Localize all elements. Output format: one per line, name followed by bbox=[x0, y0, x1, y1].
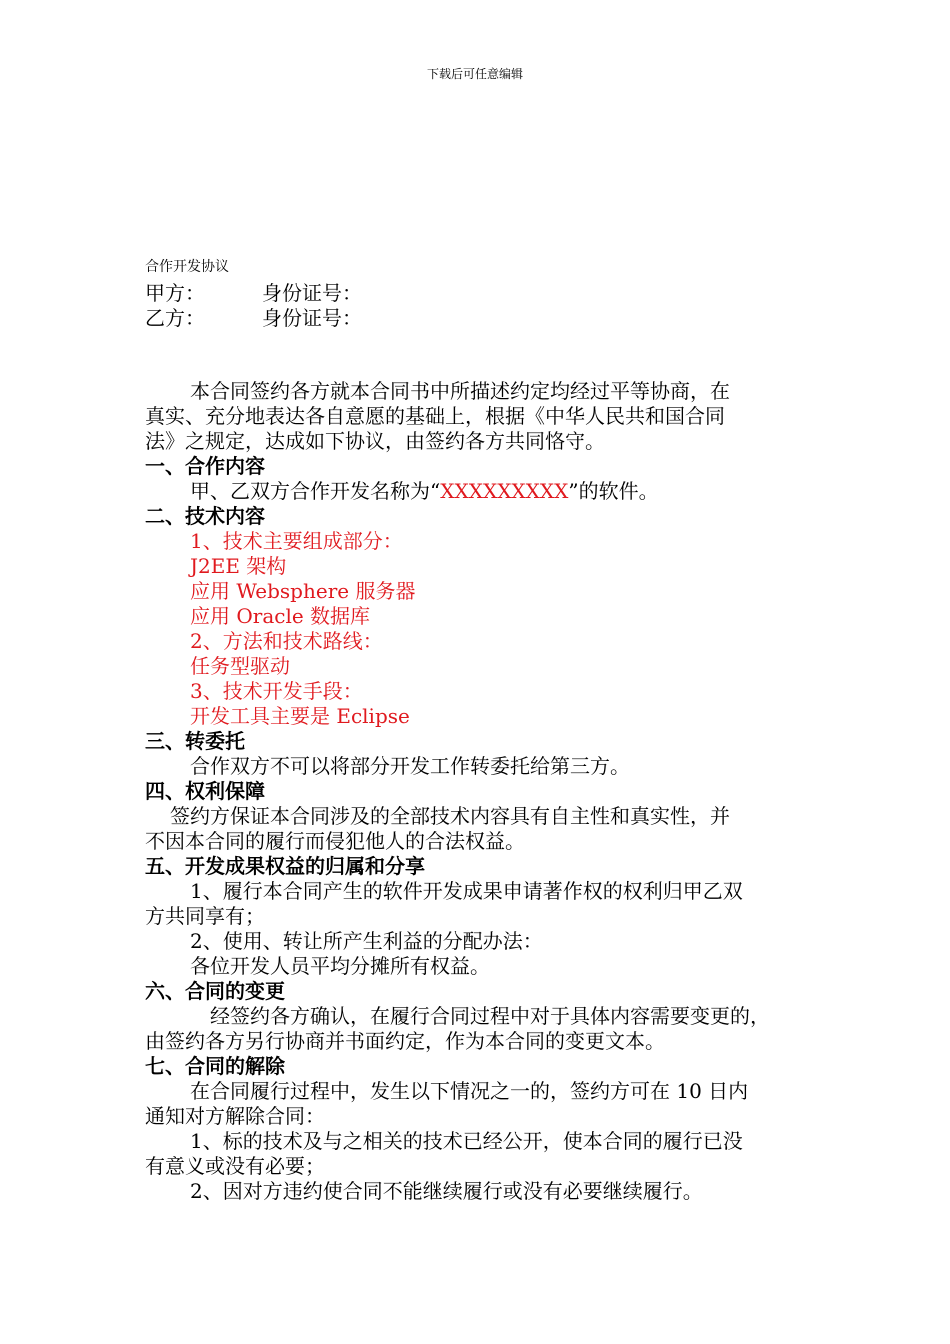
header-note: 下载后可任意编辑 bbox=[426, 67, 523, 81]
tech-item: 开发工具主要是 Eclipse bbox=[190, 704, 410, 728]
section-heading: 二、技术内容 bbox=[145, 504, 265, 528]
section-4-line: 签约方保证本合同涉及的全部技术内容具有自主性和真实性，并 bbox=[170, 804, 730, 828]
section-1-text bbox=[190, 479, 659, 504]
section-6-line: 由签约各方另行协商并书面约定，作为本合同的变更文本。 bbox=[145, 1029, 665, 1053]
section-6-line: 经签约各方确认，在履行合同过程中对于具体内容需要变更的， bbox=[210, 1004, 770, 1028]
intro-line: 真实、充分地表达各自意愿的基础上，根据《中华人民共和国合同 bbox=[145, 404, 725, 428]
tech-item: 1、技术主要组成部分： bbox=[190, 529, 403, 553]
section-heading: 三、转委托 bbox=[145, 729, 245, 753]
party-b-id-label: 身份证号： bbox=[262, 306, 362, 330]
section-7-line: 通知对方解除合同： bbox=[145, 1104, 325, 1128]
party-a-label: 甲方： bbox=[145, 281, 205, 305]
party-b-label: 乙方： bbox=[145, 306, 205, 330]
party-a-id-label: 身份证号： bbox=[262, 281, 362, 305]
section-7-line: 1、标的技术及与之相关的技术已经公开，使本合同的履行已没 bbox=[190, 1129, 743, 1153]
section-1-text-pre: 甲、乙双方合作开发名称为“ bbox=[190, 479, 441, 503]
tech-item: 3、技术开发手段： bbox=[190, 679, 363, 703]
section-7-line: 2、因对方违约使合同不能继续履行或没有必要继续履行。 bbox=[190, 1179, 703, 1203]
section-1-text-post: ”的软件。 bbox=[568, 479, 659, 503]
tech-item: 应用 Websphere 服务器 bbox=[190, 579, 416, 603]
section-heading: 七、合同的解除 bbox=[145, 1054, 285, 1078]
intro-line: 法》之规定，达成如下协议，由签约各方共同恪守。 bbox=[145, 429, 605, 453]
tech-item: 2、方法和技术路线： bbox=[190, 629, 383, 653]
section-heading: 六、合同的变更 bbox=[145, 979, 285, 1003]
software-name: XXXXXXXXX bbox=[440, 479, 569, 503]
section-7-line: 有意义或没有必要； bbox=[145, 1154, 325, 1178]
section-4-line: 不因本合同的履行而侵犯他人的合法权益。 bbox=[145, 829, 525, 853]
section-5-line: 1、履行本合同产生的软件开发成果申请著作权的权利归甲乙双 bbox=[190, 879, 743, 903]
tech-item: J2EE 架构 bbox=[190, 554, 287, 578]
section-5-line: 各位开发人员平均分摊所有权益。 bbox=[190, 954, 490, 978]
section-5-line: 2、使用、转让所产生利益的分配办法： bbox=[190, 929, 543, 953]
section-heading: 一、合作内容 bbox=[145, 454, 265, 478]
section-heading: 五、开发成果权益的归属和分享 bbox=[145, 854, 425, 878]
document-title: 合作开发协议 bbox=[145, 259, 229, 275]
section-heading: 四、权利保障 bbox=[145, 779, 265, 803]
section-7-line: 在合同履行过程中，发生以下情况之一的，签约方可在 10 日内 bbox=[190, 1079, 749, 1103]
section-5-line: 方共同享有； bbox=[145, 904, 265, 928]
tech-item: 应用 Oracle 数据库 bbox=[190, 604, 371, 628]
tech-item: 任务型驱动 bbox=[190, 654, 290, 678]
intro-line: 本合同签约各方就本合同书中所描述约定均经过平等协商，在 bbox=[190, 379, 730, 403]
section-3-text: 合作双方不可以将部分开发工作转委托给第三方。 bbox=[190, 754, 630, 778]
